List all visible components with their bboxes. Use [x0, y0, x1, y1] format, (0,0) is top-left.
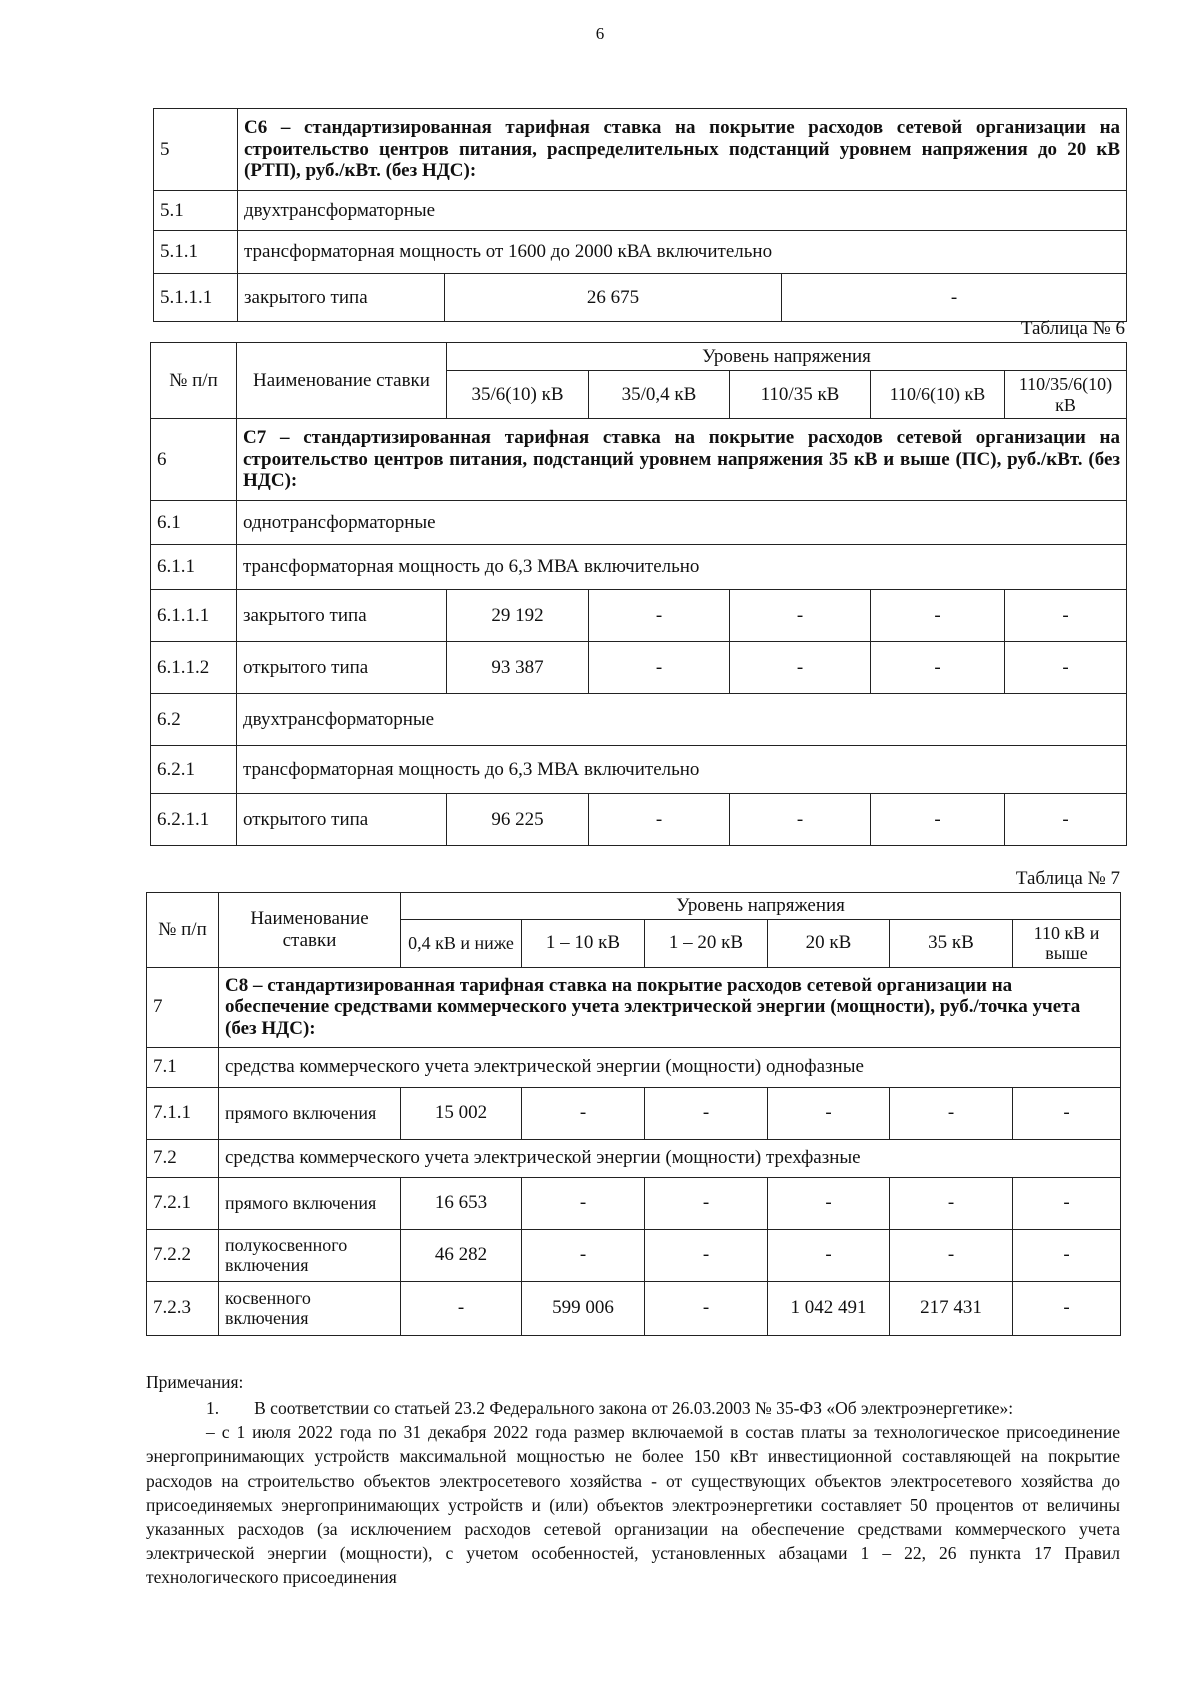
row-label: двухтрансформаторные	[238, 191, 1127, 231]
table-row	[147, 1087, 1121, 1139]
row-number: 7.1	[147, 1047, 219, 1087]
rate-value: -	[730, 794, 871, 846]
row-number: 6.1.1.2	[151, 642, 237, 694]
rate-value: 29 192	[447, 590, 589, 642]
rate-name: открытого типа	[237, 642, 447, 694]
header-level: 110/35 кВ	[730, 371, 871, 419]
rate-value: -	[589, 590, 730, 642]
note-item: 1. В соответствии со статьей 23.2 Федерального закона от 26.03.2003 № 35-ФЗ «Об электроэнергетике»:	[206, 1398, 1014, 1419]
notes-heading: Примечания:	[146, 1372, 244, 1392]
rate-value: 16 653	[401, 1177, 522, 1229]
row-number: 5.1.1	[154, 231, 238, 274]
rate-value: -	[1005, 590, 1127, 642]
row-number: 7	[147, 967, 219, 1047]
header-level: 35/0,4 кВ	[589, 371, 730, 419]
row-label: трансформаторная мощность до 6,3 МВА включительно	[237, 545, 1127, 590]
rate-value: -	[645, 1087, 768, 1139]
table-row	[151, 794, 1127, 846]
rate-value: 26 675	[445, 274, 782, 322]
rate-value: -	[1013, 1281, 1121, 1335]
rate-value: -	[871, 642, 1005, 694]
header-voltage-level: Уровень напряжения	[447, 343, 1127, 371]
rate-name: косвенного включения	[219, 1281, 401, 1335]
rate-name: закрытого типа	[237, 590, 447, 642]
row-label: средства коммерческого учета электрической энергии (мощности) трехфазные	[219, 1139, 1121, 1177]
row-number: 6.1.1.1	[151, 590, 237, 642]
table-row	[147, 1047, 1121, 1087]
rate-value: -	[768, 1087, 890, 1139]
rate-value: -	[782, 274, 1127, 322]
header-level: 20 кВ	[768, 919, 890, 967]
row-number: 5	[154, 109, 238, 191]
table-caption: Таблица № 6	[1020, 318, 1125, 339]
rate-name: открытого типа	[237, 794, 447, 846]
table-row	[154, 231, 1127, 274]
table-row	[147, 1177, 1121, 1229]
rate-value: -	[1005, 794, 1127, 846]
row-number: 5.1	[154, 191, 238, 231]
rate-value: -	[768, 1229, 890, 1281]
row-number: 7.2.1	[147, 1177, 219, 1229]
rate-value: -	[645, 1177, 768, 1229]
header-name: Наименование ставки	[219, 893, 401, 968]
rate-value: -	[1013, 1087, 1121, 1139]
row-number: 6.2	[151, 694, 237, 746]
table-row	[151, 501, 1127, 545]
header-num: № п/п	[147, 893, 219, 968]
rate-name: прямого включения	[219, 1087, 401, 1139]
page-number: 6	[595, 24, 605, 43]
rate-value: -	[871, 794, 1005, 846]
row-number: 6.1.1	[151, 545, 237, 590]
rate-value: -	[890, 1087, 1013, 1139]
table-row	[151, 545, 1127, 590]
row-label: трансформаторная мощность от 1600 до 2000 кВА включительно	[238, 231, 1127, 274]
rate-value: -	[522, 1087, 645, 1139]
table-row	[154, 191, 1127, 231]
table-row	[151, 746, 1127, 794]
row-number: 6.1	[151, 501, 237, 545]
row-number: 5.1.1.1	[154, 274, 238, 322]
rate-value: -	[1013, 1229, 1121, 1281]
header-voltage-level: Уровень напряжения	[401, 893, 1121, 920]
header-name: Наименование ставки	[237, 343, 447, 419]
header-num: № п/п	[151, 343, 237, 419]
header-level: 110/6(10) кВ	[871, 371, 1005, 419]
header-level: 35/6(10) кВ	[447, 371, 589, 419]
table-row	[151, 590, 1127, 642]
rate-value: -	[401, 1281, 522, 1335]
rate-value: -	[522, 1229, 645, 1281]
header-level: 110 кВ и выше	[1013, 919, 1121, 967]
table-row	[151, 343, 1127, 371]
header-level: 1 – 10 кВ	[522, 919, 645, 967]
row-number: 7.2.2	[147, 1229, 219, 1281]
rate-name: прямого включения	[219, 1177, 401, 1229]
table-5	[153, 108, 1127, 322]
header-level: 0,4 кВ и ниже	[401, 919, 522, 967]
rate-value: -	[890, 1177, 1013, 1229]
rate-value: -	[730, 590, 871, 642]
rate-value: 217 431	[890, 1281, 1013, 1335]
table-row	[147, 1139, 1121, 1177]
rate-value: -	[589, 794, 730, 846]
rate-value: -	[589, 642, 730, 694]
row-label: средства коммерческого учета электрической энергии (мощности) однофазные	[219, 1047, 1121, 1087]
row-label: однотрансформаторные	[237, 501, 1127, 545]
table-row	[147, 1281, 1121, 1335]
rate-value: 46 282	[401, 1229, 522, 1281]
notes-section	[146, 1370, 1120, 1589]
note-paragraph: – с 1 июля 2022 года по 31 декабря 2022 года размер включаемой в состав платы за технологическое присоединение энергопринимающих устройств максимальной мощностью не более 150 кВт инвестиционной составляющей на покрытие расходов на строительство объектов электросетевого хозяйства - от существующих объектов электросетевого хозяйства до присоединяемых энергопринимающих устройств и (или) объектов электроэнергетики составляет 50 процентов от величины указанных расходов (за исключением расходов сетевой организации на обеспечение средствами коммерческого учета электрической энергии (мощности), с учетом особенностей, установленных абзацами 1 – 22, 26 пункта 17 Правил технологического присоединения	[146, 1422, 1120, 1588]
table-row	[147, 1229, 1121, 1281]
row-label: двухтрансформаторные	[237, 694, 1127, 746]
section-title: С8 – стандартизированная тарифная ставка на покрытие расходов сетевой организации на обеспечение средствами коммерческого учета электрической энергии (мощности), руб./точка учета (без НДС):	[219, 967, 1121, 1047]
row-label: трансформаторная мощность до 6,3 МВА включительно	[237, 746, 1127, 794]
header-level: 1 – 20 кВ	[645, 919, 768, 967]
row-number: 6	[151, 419, 237, 501]
header-level: 35 кВ	[890, 919, 1013, 967]
section-title: С6 – стандартизированная тарифная ставка на покрытие расходов сетевой организации на строительство центров питания, распределительных подстанций уровнем напряжения до 20 кВ (РТП), руб./кВт. (без НДС):	[238, 109, 1127, 191]
rate-value: -	[871, 590, 1005, 642]
rate-value: -	[1005, 642, 1127, 694]
row-number: 6.2.1.1	[151, 794, 237, 846]
table-7	[146, 892, 1121, 1336]
row-number: 7.2.3	[147, 1281, 219, 1335]
rate-value: 96 225	[447, 794, 589, 846]
rate-value: 1 042 491	[768, 1281, 890, 1335]
rate-name: полукосвенного включения	[219, 1229, 401, 1281]
table-row	[151, 419, 1127, 501]
header-level: 110/35/6(10) кВ	[1005, 371, 1127, 419]
row-number: 7.1.1	[147, 1087, 219, 1139]
rate-value: -	[730, 642, 871, 694]
table-row	[154, 109, 1127, 191]
table-row	[151, 642, 1127, 694]
rate-value: -	[768, 1177, 890, 1229]
rate-value: -	[645, 1229, 768, 1281]
rate-value: 93 387	[447, 642, 589, 694]
rate-value: 15 002	[401, 1087, 522, 1139]
row-number: 7.2	[147, 1139, 219, 1177]
table-6	[150, 342, 1127, 846]
rate-value: -	[1013, 1177, 1121, 1229]
table-row	[154, 274, 1127, 322]
rate-name: закрытого типа	[238, 274, 445, 322]
table-row	[147, 967, 1121, 1047]
table-row	[151, 694, 1127, 746]
section-title: С7 – стандартизированная тарифная ставка на покрытие расходов сетевой организации на строительство центров питания, подстанций уровнем напряжения 35 кВ и выше (ПС), руб./кВт. (без НДС):	[237, 419, 1127, 501]
rate-value: -	[890, 1229, 1013, 1281]
rate-value: -	[645, 1281, 768, 1335]
table-row	[147, 893, 1121, 920]
table-caption: Таблица № 7	[1015, 868, 1120, 889]
row-number: 6.2.1	[151, 746, 237, 794]
rate-value: -	[522, 1177, 645, 1229]
rate-value: 599 006	[522, 1281, 645, 1335]
